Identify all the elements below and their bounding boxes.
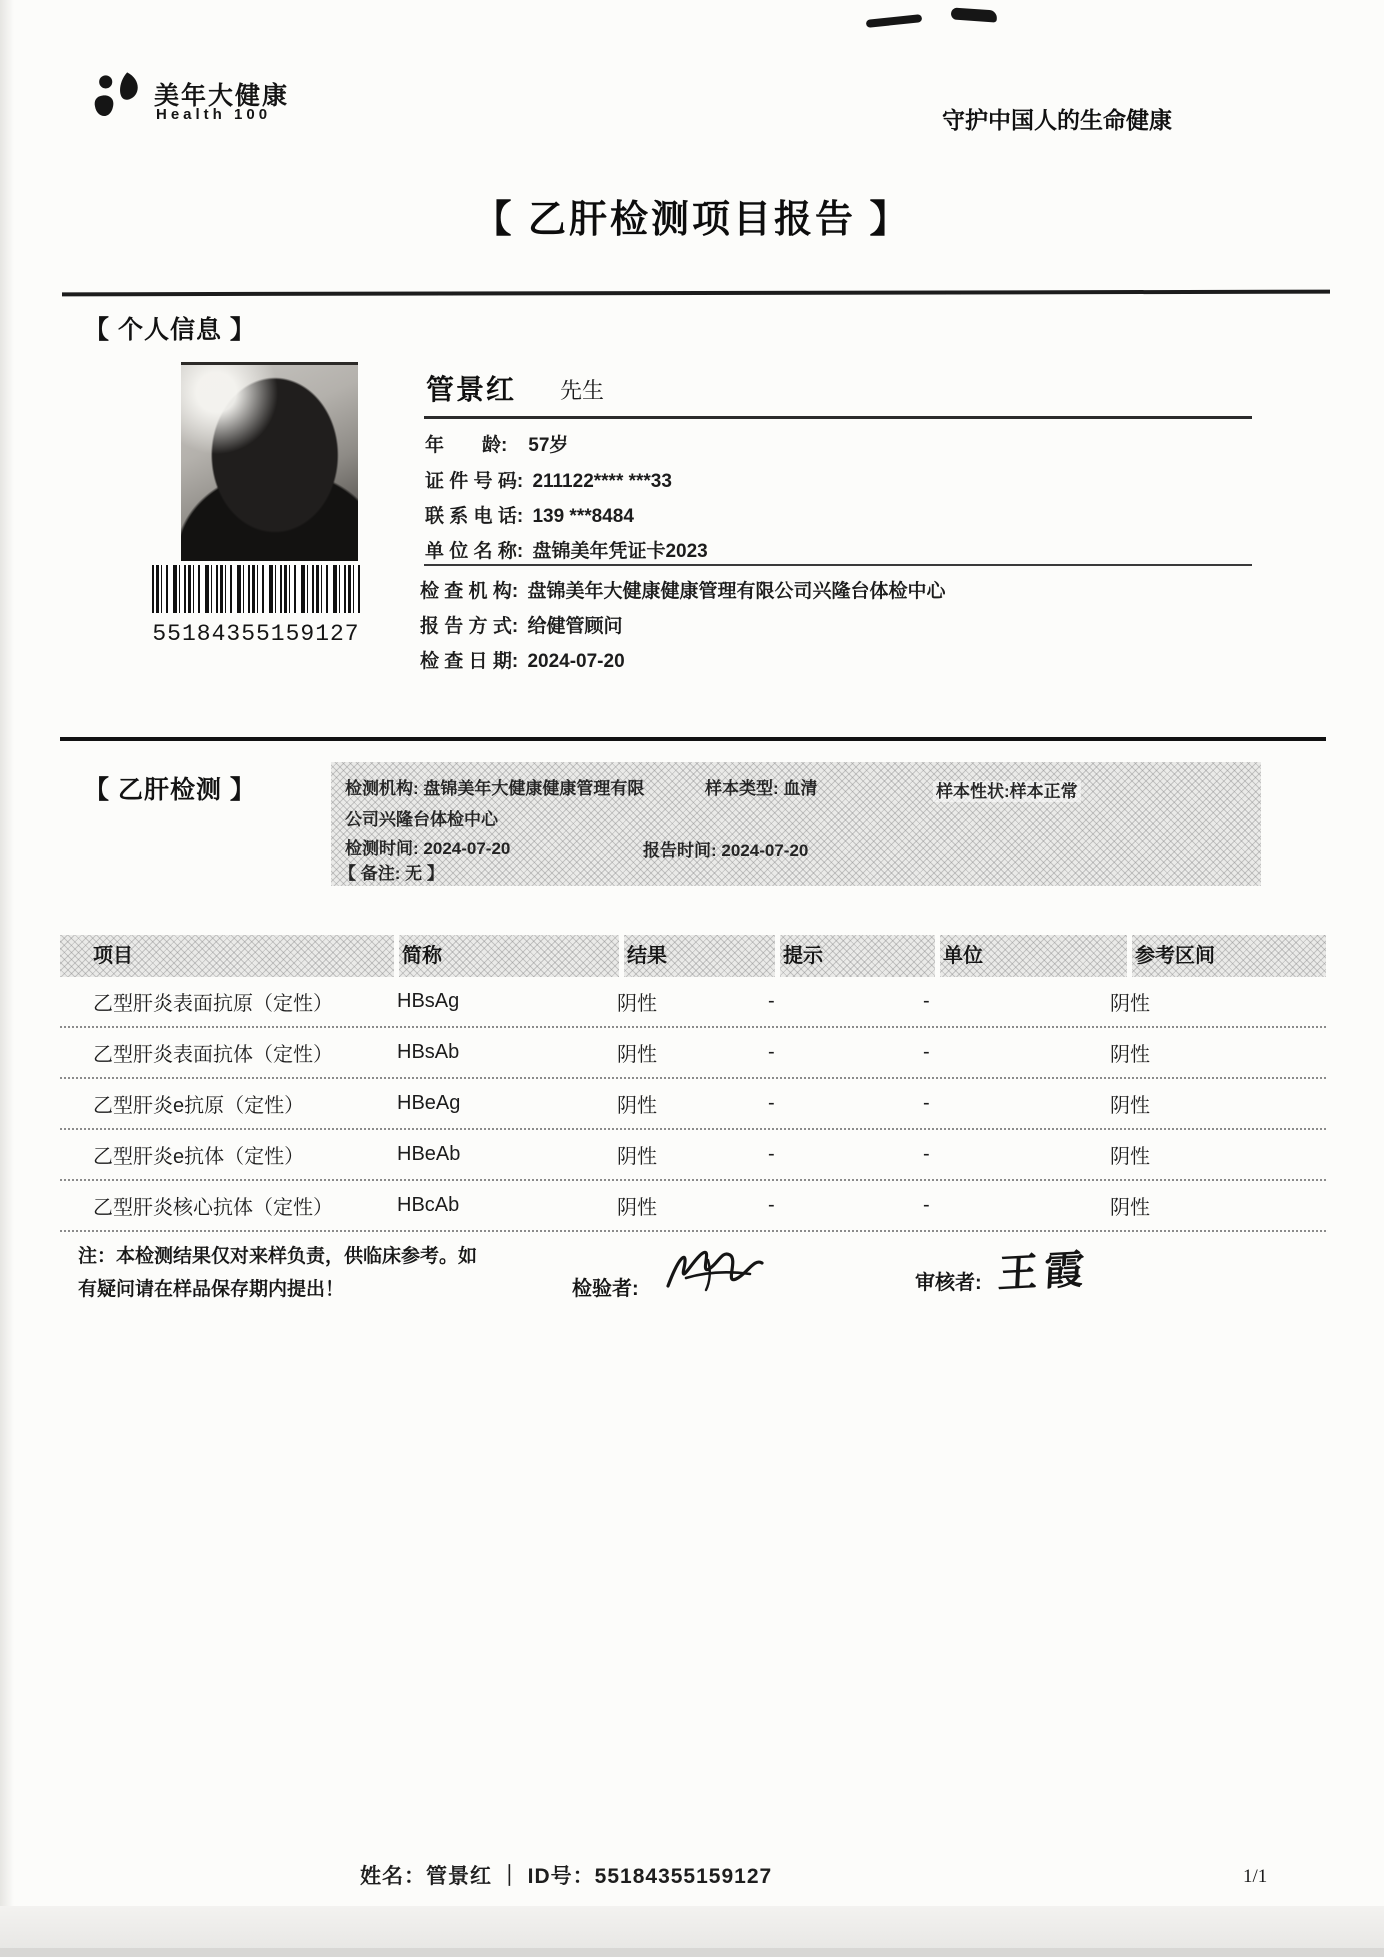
cell-result: 阴性 bbox=[617, 1044, 657, 1066]
examiner-label: 检验者: bbox=[572, 1278, 639, 1300]
cell-hint: - bbox=[768, 1143, 775, 1165]
sample-status-label: 样本性状: bbox=[936, 782, 1010, 801]
test-org-value: 盘锦美年大健康健康管理有限 bbox=[423, 779, 645, 798]
sample-status bbox=[933, 777, 1081, 802]
disclaimer-note bbox=[78, 1240, 548, 1306]
field-report-method bbox=[420, 611, 622, 638]
test-org bbox=[345, 774, 644, 799]
field-age bbox=[425, 430, 568, 457]
patient-honorific: 先生 bbox=[560, 378, 605, 403]
reviewer-label: 审核者: bbox=[915, 1272, 982, 1294]
cell-reference: 阴性 bbox=[1110, 1197, 1150, 1219]
report-time-label: 报告时间: bbox=[643, 841, 717, 860]
field-exam-org-value: 盘锦美年大健康健康管理有限公司兴隆台体检中心 bbox=[527, 581, 946, 602]
cell-item: 乙型肝炎表面抗体（定性） bbox=[93, 1044, 333, 1066]
field-phone-label: 联 系 电 话: bbox=[425, 506, 524, 527]
test-info-box bbox=[331, 762, 1261, 886]
page-number: 1/1 bbox=[1243, 1866, 1268, 1887]
sample-type-value: 血清 bbox=[783, 779, 818, 798]
sample-type bbox=[705, 774, 817, 799]
cell-reference: 阴性 bbox=[1110, 1095, 1150, 1117]
field-age-value: 57岁 bbox=[528, 435, 569, 456]
field-id-value: 211122**** ***33 bbox=[532, 471, 672, 492]
cell-item: 乙型肝炎核心抗体（定性） bbox=[93, 1197, 333, 1219]
brand-name: 美年大健康 bbox=[154, 82, 290, 110]
section-title-personal: 【 个人信息 】 bbox=[84, 316, 256, 344]
table-header-row bbox=[60, 935, 1326, 977]
cell-abbr: HBsAb bbox=[397, 1041, 460, 1063]
col-header-unit: 单位 bbox=[940, 935, 1127, 977]
report-time bbox=[643, 836, 808, 861]
field-unit bbox=[425, 536, 708, 563]
disclaimer-line1: 注：本检测结果仅对来样负责，供临床参考。如 bbox=[78, 1246, 478, 1267]
report-title: 【 乙肝检测项目报告 】 bbox=[473, 199, 911, 241]
patient-photo bbox=[181, 362, 358, 561]
examiner-signature bbox=[648, 1238, 788, 1313]
cell-result: 阴性 bbox=[617, 993, 657, 1015]
remark: 【 备注: 无 】 bbox=[339, 864, 444, 883]
divider bbox=[424, 416, 1252, 419]
field-report-method-value: 给健管顾问 bbox=[527, 616, 623, 637]
divider bbox=[424, 564, 1252, 566]
field-exam-org bbox=[420, 576, 945, 603]
field-exam-date bbox=[420, 646, 625, 673]
footer-identity: 姓名：管景红 ｜ ID号：55184355159127 bbox=[360, 1865, 773, 1888]
cell-item: 乙型肝炎e抗体（定性） bbox=[93, 1146, 305, 1168]
cell-abbr: HBeAg bbox=[397, 1092, 461, 1114]
report-time-value: 2024-07-20 bbox=[721, 841, 809, 860]
field-unit-label: 单 位 名 称: bbox=[425, 541, 524, 562]
scan-ink-mark bbox=[866, 14, 923, 28]
field-unit-value: 盘锦美年凭证卡2023 bbox=[532, 541, 708, 562]
cell-hint: - bbox=[768, 1041, 775, 1063]
test-org-line2: 公司兴隆台体检中心 bbox=[345, 810, 498, 829]
cell-item: 乙型肝炎表面抗原（定性） bbox=[93, 993, 333, 1015]
field-id-label: 证 件 号 码: bbox=[425, 471, 524, 492]
table-row bbox=[60, 1181, 1326, 1232]
cell-result: 阴性 bbox=[617, 1197, 657, 1219]
field-report-method-label: 报 告 方 式: bbox=[420, 616, 519, 637]
patient-name: 管景红 bbox=[426, 374, 517, 405]
col-header-result: 结果 bbox=[624, 935, 775, 977]
table-row bbox=[60, 977, 1326, 1028]
col-header-item: 项目 bbox=[60, 935, 394, 977]
disclaimer-line2: 有疑问请在样品保存期内提出！ bbox=[78, 1279, 345, 1300]
sample-type-label: 样本类型: bbox=[705, 779, 779, 798]
test-org-label: 检测机构: bbox=[345, 779, 419, 798]
section-title-test: 【 乙肝检测 】 bbox=[84, 776, 256, 804]
field-age-label: 年 龄: bbox=[425, 435, 508, 456]
cell-abbr: HBeAb bbox=[397, 1143, 461, 1165]
cell-hint: - bbox=[768, 990, 775, 1012]
field-id-number bbox=[425, 466, 672, 493]
field-exam-org-label: 检 查 机 构: bbox=[420, 581, 519, 602]
barcode bbox=[152, 565, 360, 613]
cell-reference: 阴性 bbox=[1110, 993, 1150, 1015]
col-header-abbr: 简称 bbox=[399, 935, 619, 977]
cell-abbr: HBcAb bbox=[397, 1194, 460, 1216]
table-row bbox=[60, 1130, 1326, 1181]
sample-status-value: 样本正常 bbox=[1009, 782, 1078, 801]
cell-unit: - bbox=[923, 990, 930, 1012]
health100-logo-icon bbox=[90, 70, 150, 126]
cell-unit: - bbox=[923, 1143, 930, 1165]
col-header-hint: 提示 bbox=[780, 935, 935, 977]
divider bbox=[62, 290, 1330, 297]
brand-slogan: 守护中国人的生命健康 bbox=[942, 107, 1172, 133]
cell-reference: 阴性 bbox=[1110, 1146, 1150, 1168]
results-table bbox=[60, 935, 1326, 1232]
test-time-label: 检测时间: bbox=[345, 839, 419, 858]
cell-unit: - bbox=[923, 1041, 930, 1063]
field-phone bbox=[425, 501, 634, 528]
reviewer-signature: 王霞 bbox=[996, 1246, 1091, 1297]
field-exam-date-label: 检 查 日 期: bbox=[420, 651, 519, 672]
field-phone-value: 139 ***8484 bbox=[532, 506, 634, 527]
cell-hint: - bbox=[768, 1092, 775, 1114]
table-row bbox=[60, 1028, 1326, 1079]
cell-abbr: HBsAg bbox=[397, 990, 460, 1012]
table-row bbox=[60, 1079, 1326, 1130]
cell-result: 阴性 bbox=[617, 1095, 657, 1117]
brand-subname: Health 100 bbox=[156, 106, 272, 123]
cell-unit: - bbox=[923, 1092, 930, 1114]
field-exam-date-value: 2024-07-20 bbox=[527, 651, 625, 672]
scan-bottom-edge bbox=[0, 1948, 1384, 1957]
barcode-number: 55184355159127 bbox=[152, 621, 360, 647]
cell-item: 乙型肝炎e抗原（定性） bbox=[93, 1095, 305, 1117]
cell-unit: - bbox=[923, 1194, 930, 1216]
test-time-value: 2024-07-20 bbox=[423, 839, 511, 858]
test-time bbox=[345, 834, 510, 859]
scan-ink-mark bbox=[951, 7, 998, 22]
scan-edge-shadow bbox=[0, 0, 14, 1957]
divider bbox=[60, 737, 1326, 741]
col-header-reference: 参考区间 bbox=[1132, 935, 1326, 977]
cell-result: 阴性 bbox=[617, 1146, 657, 1168]
cell-reference: 阴性 bbox=[1110, 1044, 1150, 1066]
cell-hint: - bbox=[768, 1194, 775, 1216]
